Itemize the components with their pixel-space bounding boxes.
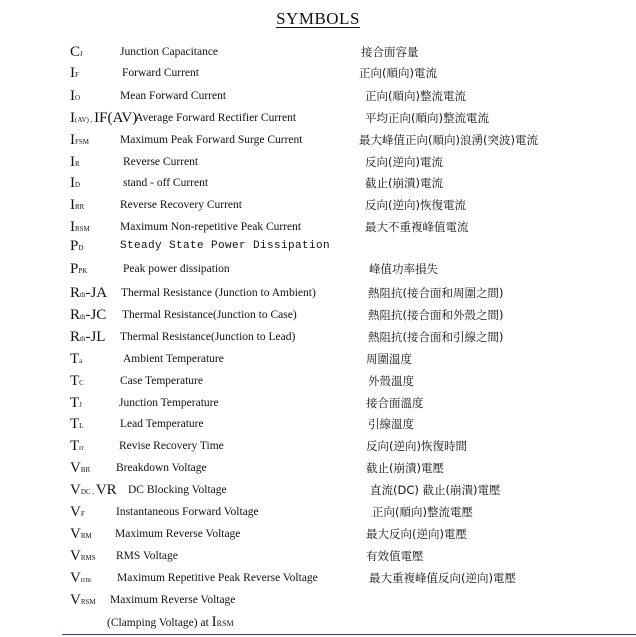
- symbol-row: [0, 86, 636, 106]
- symbol: [70, 371, 84, 393]
- symbol-row: [0, 130, 636, 150]
- symbol-main: T: [70, 351, 80, 367]
- symbol-main: I: [70, 219, 75, 235]
- symbol-chinese: 有效值電壓: [366, 549, 424, 563]
- symbol-subscript: D: [75, 181, 81, 189]
- symbol-row: [0, 524, 636, 544]
- footnote-prefix: (Clamping Voltage) at: [107, 617, 212, 629]
- symbol-main: R: [70, 329, 81, 345]
- symbol-subscript: RMS: [80, 554, 96, 562]
- symbol-chinese: 接合面容量: [361, 45, 419, 59]
- symbol-chinese: 截止(崩潰)電壓: [366, 461, 444, 475]
- symbol-subscript: rrm: [80, 576, 91, 584]
- symbol-main: V: [70, 592, 81, 608]
- symbol-suffix: -JL: [85, 329, 106, 345]
- symbol-chinese: 反向(逆向)電流: [365, 155, 443, 169]
- symbol-row: [0, 546, 636, 566]
- symbol-main: T: [70, 438, 80, 454]
- symbol-chinese: 正向(順向)電流: [359, 66, 437, 80]
- symbol-description: stand - off Current: [123, 177, 209, 189]
- symbol: [70, 236, 83, 258]
- symbol-suffix: IF(AV): [94, 110, 138, 126]
- symbol-subscript: PK: [78, 267, 88, 275]
- symbol-row: [0, 236, 636, 256]
- symbol-main: V: [70, 548, 81, 564]
- symbol-row: [0, 305, 636, 325]
- symbol-subscript: rr: [79, 444, 84, 452]
- symbol-row: [0, 217, 636, 237]
- symbol-suffix: VR: [95, 482, 117, 498]
- symbol-subscript: O: [75, 94, 81, 102]
- symbol-main: T: [70, 395, 80, 411]
- symbol-chinese: 最大不重複峰值電流: [365, 220, 469, 234]
- symbol-chinese: 熱阻抗(接合面和周圍之間): [368, 286, 504, 300]
- symbol-subscript: RM: [80, 532, 92, 540]
- symbol-main: V: [70, 482, 81, 498]
- symbol-description: Lead Temperature: [120, 418, 204, 430]
- symbol-row: [0, 63, 636, 83]
- symbol-subscript: BR: [80, 466, 91, 474]
- symbol-main: T: [70, 416, 80, 432]
- symbol: [70, 502, 85, 524]
- symbol-row: [0, 259, 636, 279]
- symbol-row: [0, 414, 636, 434]
- symbol-subscript: RSM: [75, 225, 90, 233]
- symbol-main: C: [70, 44, 81, 60]
- footnote-symbol-main: I: [211, 614, 217, 630]
- symbol-chinese: 最大反向(逆向)電壓: [366, 527, 467, 541]
- symbol: [70, 546, 96, 568]
- symbol-suffix: -JA: [85, 285, 108, 301]
- symbol: [70, 436, 84, 458]
- symbol-main: P: [70, 261, 79, 277]
- symbol-main: I: [70, 132, 75, 148]
- symbol-subscript: J: [80, 50, 83, 58]
- symbol-description: Mean Forward Current: [120, 90, 227, 102]
- symbol-description: Revise Recovery Time: [119, 440, 224, 452]
- symbol-row: [0, 327, 636, 347]
- footnote-text: [107, 612, 234, 634]
- symbol-description: Reverse Recovery Current: [120, 199, 242, 211]
- symbol: [70, 414, 83, 436]
- symbol-chinese: 正向(順向)整流電流: [365, 89, 466, 103]
- symbol-chinese: 峰值功率損失: [369, 262, 438, 276]
- symbol: [70, 86, 80, 108]
- symbol-main: R: [70, 285, 81, 301]
- symbol-description: Maximum Non-repetitive Peak Current: [120, 221, 302, 233]
- symbol-main: V: [70, 504, 81, 520]
- symbol-row: [0, 152, 636, 172]
- symbol-main: R: [70, 307, 81, 323]
- symbol-description: Case Temperature: [120, 375, 203, 387]
- symbol-subscript: RR: [75, 203, 85, 211]
- symbol-description: Thermal Resistance(Junction to Lead): [120, 331, 296, 343]
- symbol-description: Maximum Peak Forward Surge Current: [120, 134, 303, 146]
- symbol-subscript: a: [79, 357, 83, 365]
- symbol-subscript: D: [78, 244, 84, 252]
- symbol-main: I: [70, 175, 75, 191]
- symbol-description: Junction Temperature: [119, 397, 219, 409]
- symbol-chinese: 最大重複峰值反向(逆向)電壓: [369, 571, 516, 585]
- symbol-main: I: [70, 154, 75, 170]
- symbol-chinese: 截止(崩潰)電流: [365, 176, 443, 190]
- symbol: [70, 259, 87, 281]
- symbol-chinese: 反向(逆向)恢復時間: [366, 439, 467, 453]
- symbol: [70, 63, 79, 85]
- symbol-row: [0, 42, 636, 62]
- symbol-subscript: C: [79, 379, 84, 387]
- symbol-subscript: R: [75, 160, 80, 168]
- symbol-main: V: [70, 460, 81, 476]
- symbol: [70, 568, 91, 590]
- symbol-chinese: 反向(逆向)恢復電流: [365, 198, 466, 212]
- symbol-chinese: 周圍溫度: [366, 352, 412, 366]
- symbol-row: [0, 195, 636, 215]
- symbol-row: [0, 590, 636, 610]
- symbol-row: [0, 480, 636, 500]
- symbol-description: Instantaneous Forward Voltage: [116, 506, 259, 518]
- symbol-main: P: [70, 238, 79, 254]
- symbol-row: [0, 173, 636, 193]
- symbol: [70, 480, 117, 502]
- symbol-subscript: FSM: [75, 138, 90, 146]
- symbol-chinese: 直流(DC) 截止(崩潰)電壓: [370, 483, 501, 497]
- symbol: [70, 393, 82, 415]
- symbol-description: Maximum Repetitive Peak Reverse Voltage: [117, 572, 318, 584]
- symbol-description: Thermal Resistance(Junction to Case): [122, 309, 297, 321]
- symbol-description: Junction Capacitance: [120, 46, 219, 58]
- symbol-chinese: 外殼溫度: [368, 374, 414, 388]
- symbol-description: Ambient Temperature: [123, 353, 224, 365]
- symbol: [70, 283, 107, 305]
- symbol-description: DC Blocking Voltage: [128, 484, 227, 496]
- symbol-chinese: 熱阻抗(接合面和外殼之間): [368, 308, 504, 322]
- symbol-chinese: 最大峰值正向(順向)浪湧(突波)電流: [359, 133, 538, 147]
- symbol-subscript: J: [79, 401, 82, 409]
- symbol-subscript: (AV) ,: [75, 116, 95, 124]
- symbol-chinese: 接合面溫度: [366, 396, 424, 410]
- symbol: [70, 108, 137, 130]
- symbol-subscript: F: [75, 71, 79, 79]
- symbol: [70, 327, 105, 349]
- bottom-rule: [62, 634, 636, 635]
- symbol-description: Forward Current: [122, 67, 199, 79]
- symbol-description: Maximum Reverse Voltage: [110, 594, 236, 606]
- symbol-subscript: DC ,: [80, 488, 96, 496]
- symbol-row: [0, 283, 636, 303]
- symbol-chinese: 平均正向(順向)整流電流: [365, 111, 489, 125]
- symbol-main: V: [70, 526, 81, 542]
- symbol-description: Peak power dissipation: [123, 263, 230, 275]
- symbol-main: I: [70, 65, 75, 81]
- symbol-row: [0, 108, 636, 128]
- symbol-chinese: 正向(順向)整流電壓: [372, 505, 473, 519]
- symbol: [70, 590, 96, 612]
- symbol-description: Maximum Reverse Voltage: [115, 528, 241, 540]
- symbol-row: [0, 393, 636, 413]
- symbol-subscript: th: [80, 335, 86, 343]
- symbol-main: V: [70, 570, 81, 586]
- symbol: [70, 152, 80, 174]
- symbol-row: [0, 436, 636, 456]
- symbol-row: [0, 349, 636, 369]
- symbol-description: Thermal Resistance (Junction to Ambient): [121, 287, 316, 299]
- symbol-description: Breakdown Voltage: [116, 462, 207, 474]
- symbol-suffix: -JC: [85, 307, 107, 323]
- symbol-main: I: [70, 110, 75, 126]
- symbol-description: Reverse Current: [123, 156, 199, 168]
- symbol: [70, 42, 83, 64]
- symbol-chinese: 熱阻抗(接合面和引線之間): [368, 330, 504, 344]
- symbol: [70, 524, 92, 546]
- page-title: SYMBOLS: [276, 9, 360, 28]
- symbol-main: T: [70, 373, 80, 389]
- symbol-description: Average Forward Rectifier Current: [135, 112, 297, 124]
- symbol: [70, 349, 82, 371]
- symbol: [70, 130, 89, 152]
- symbol-main: I: [70, 88, 75, 104]
- symbol-main: I: [70, 197, 75, 213]
- symbol-row: [0, 371, 636, 391]
- symbol-description: Steady State Power Dissipation: [120, 240, 331, 252]
- symbol-subscript: F: [80, 510, 85, 518]
- symbol: [70, 173, 80, 195]
- symbol-subscript: RSM: [80, 598, 96, 606]
- symbol-description: RMS Voltage: [116, 550, 178, 562]
- symbol-chinese: 引線溫度: [368, 417, 414, 431]
- footnote-row: [0, 612, 636, 632]
- symbol-row: [0, 458, 636, 478]
- symbol-subscript: L: [79, 422, 84, 430]
- symbol: [70, 195, 84, 217]
- symbol-subscript: th: [80, 313, 86, 321]
- symbol-row: [0, 502, 636, 522]
- footnote-symbol-sub: RSM: [216, 619, 234, 628]
- symbol: [70, 458, 90, 480]
- symbol-subscript: th: [80, 291, 86, 299]
- symbol: [70, 305, 106, 327]
- symbol-row: [0, 568, 636, 588]
